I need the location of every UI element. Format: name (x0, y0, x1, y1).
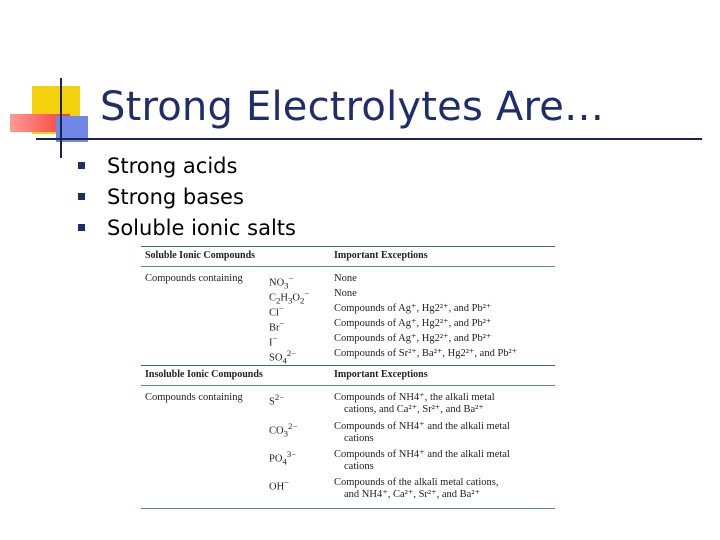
bullet-text: Strong bases (107, 184, 244, 209)
soluble-header-left: Soluble Ionic Compounds (145, 250, 256, 261)
ion-cell: Br− (269, 318, 285, 334)
insoluble-header-left: Insoluble Ionic Compounds (145, 369, 263, 380)
insoluble-header-right: Important Exceptions (334, 369, 428, 380)
exception-cell: Compounds of Sr²⁺, Ba²⁺, Hg2²⁺, and Pb²⁺ (334, 348, 518, 359)
soluble-containing-label: Compounds containing (145, 273, 243, 284)
bullet-item (78, 212, 296, 243)
exception-line: and NH4⁺, Ca²⁺, Sr²⁺, and Ba²⁺ (344, 488, 481, 500)
table-bottom-rule (141, 508, 555, 509)
bullet-text: Strong acids (107, 153, 238, 178)
bullet-square-icon (78, 193, 85, 200)
ion-cell: Cl− (269, 303, 284, 319)
ornament-horizontal-line (36, 138, 702, 140)
exception-line: cations, and Ca²⁺, Sr²⁺, and Ba²⁺ (344, 403, 484, 415)
exception-line: cations (344, 460, 374, 472)
bullet-list (78, 150, 296, 243)
soluble-body (141, 267, 555, 365)
exception-line: Compounds of NH4⁺ and the alkali metal (334, 421, 510, 432)
ion-cell: $C_2H_3O_2^-$ (269, 288, 310, 306)
bullet-square-icon (78, 162, 85, 169)
bullet-item (78, 181, 296, 212)
slide-title: Strong Electrolytes Are… (100, 84, 605, 130)
ion-cell: I− (269, 333, 278, 349)
soluble-header-row (141, 247, 555, 266)
solubility-table (141, 246, 555, 509)
exception-cell: None (334, 288, 357, 299)
insoluble-containing-label: Compounds containing (145, 392, 243, 403)
ion-cell: $PO_4^{3-}$ (269, 449, 297, 467)
exception-cell: Compounds of Ag⁺, Hg2²⁺, and Pb²⁺ (334, 318, 492, 329)
exception-cell: Compounds of Ag⁺, Hg2²⁺, and Pb²⁺ (334, 303, 492, 314)
ion-cell: $NO_3^-$ (269, 273, 294, 291)
exception-line: Compounds of NH4⁺, the alkali metal (334, 392, 495, 403)
ion-cell: OH− (269, 477, 290, 493)
exception-cell (334, 392, 495, 415)
exception-line: Compounds of NH4⁺ and the alkali metal (334, 449, 510, 460)
bullet-item (78, 150, 296, 181)
soluble-header-right: Important Exceptions (334, 250, 428, 261)
exception-cell (334, 449, 510, 472)
exception-cell (334, 477, 498, 500)
exception-line: cations (344, 432, 374, 444)
bullet-square-icon (78, 224, 85, 231)
ion-cell: $S^{2-}$ (269, 392, 285, 408)
exception-line: Compounds of the alkali metal cations, (334, 477, 499, 488)
exception-cell: Compounds of Ag⁺, Hg2²⁺, and Pb²⁺ (334, 333, 492, 344)
bullet-text: Soluble ionic salts (107, 215, 296, 240)
exception-cell (334, 421, 510, 444)
ornament-vertical-line (60, 78, 62, 158)
exception-cell: None (334, 273, 357, 284)
ion-cell: $CO_3^{2-}$ (269, 421, 298, 439)
ion-cell: $SO_4^{2-}$ (269, 348, 297, 366)
insoluble-body (141, 386, 555, 508)
insoluble-header-row (141, 366, 555, 385)
